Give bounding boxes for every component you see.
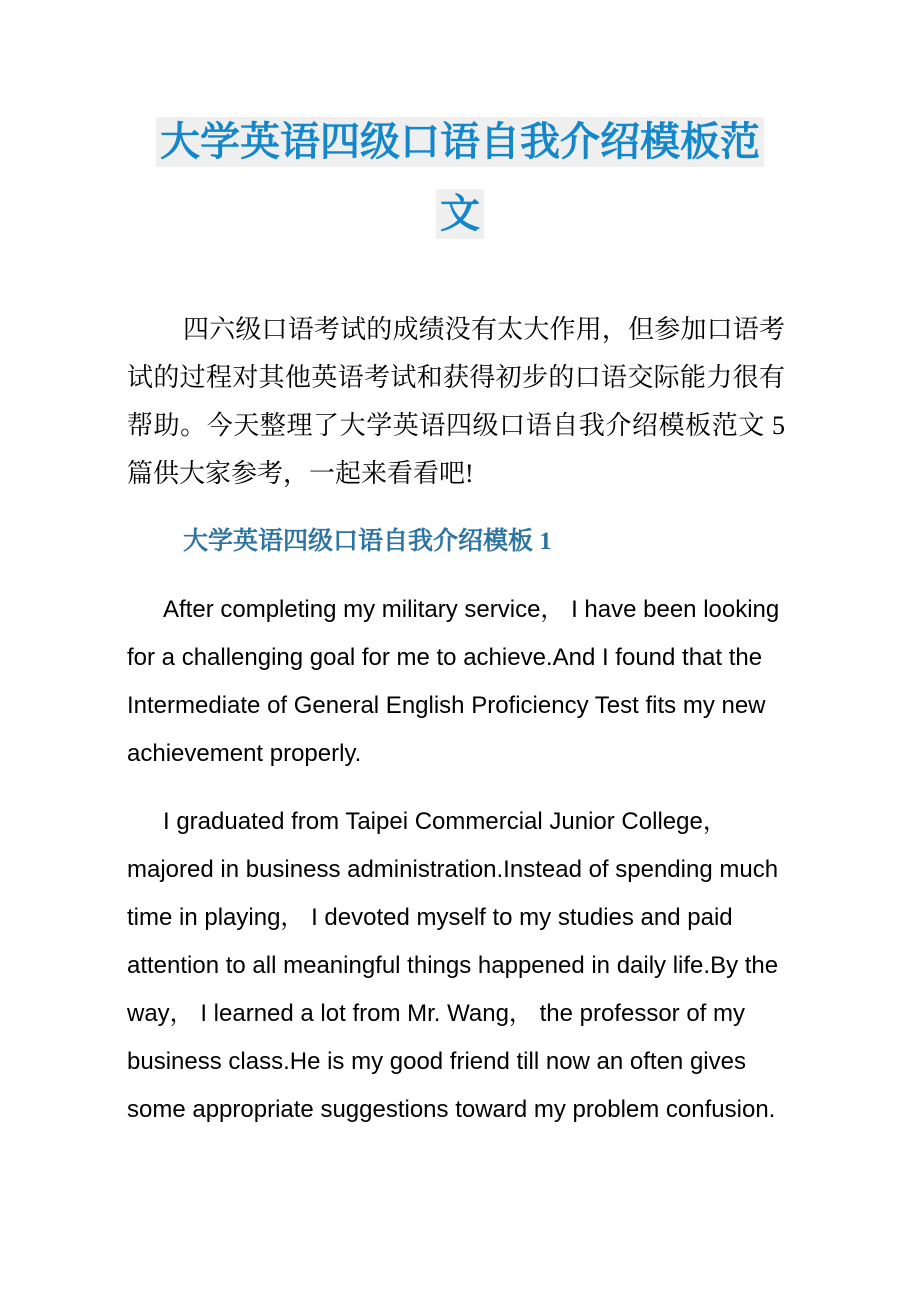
intro-paragraph: 四六级口语考试的成绩没有太大作用，但参加口语考试的过程对其他英语考试和获得初步的口语交际能力很有帮助。今天整理了大学英语四级口语自我介绍模板范文 5 篇供大家参考，一起来看看吧! xyxy=(127,315,785,488)
document-title xyxy=(150,106,770,250)
document-title-highlight: 大学英语四级口语自我介绍模板范文 xyxy=(156,117,764,239)
english-paragraph-1: After completing my military service， I have been looking for a challenging goal for me to achieve.And I found that the Intermediate of General English Proficiency Test fits my new achievement properly. xyxy=(127,596,780,767)
document-body xyxy=(127,306,785,1134)
section-heading-template-1: 大学英语四级口语自我介绍模板 1 xyxy=(183,528,552,555)
english-paragraph-2: I graduated from Taipei Commercial Junior College， majored in business administration.Instead of spending much time in playing， I devoted myself to my studies and paid attention to all meaningful things happened in daily life.By the way， I learned a lot from Mr. Wang， the professor of my business class.He is my good friend till now an often gives some appropriate suggestions toward my problem confusion. xyxy=(127,808,779,1123)
